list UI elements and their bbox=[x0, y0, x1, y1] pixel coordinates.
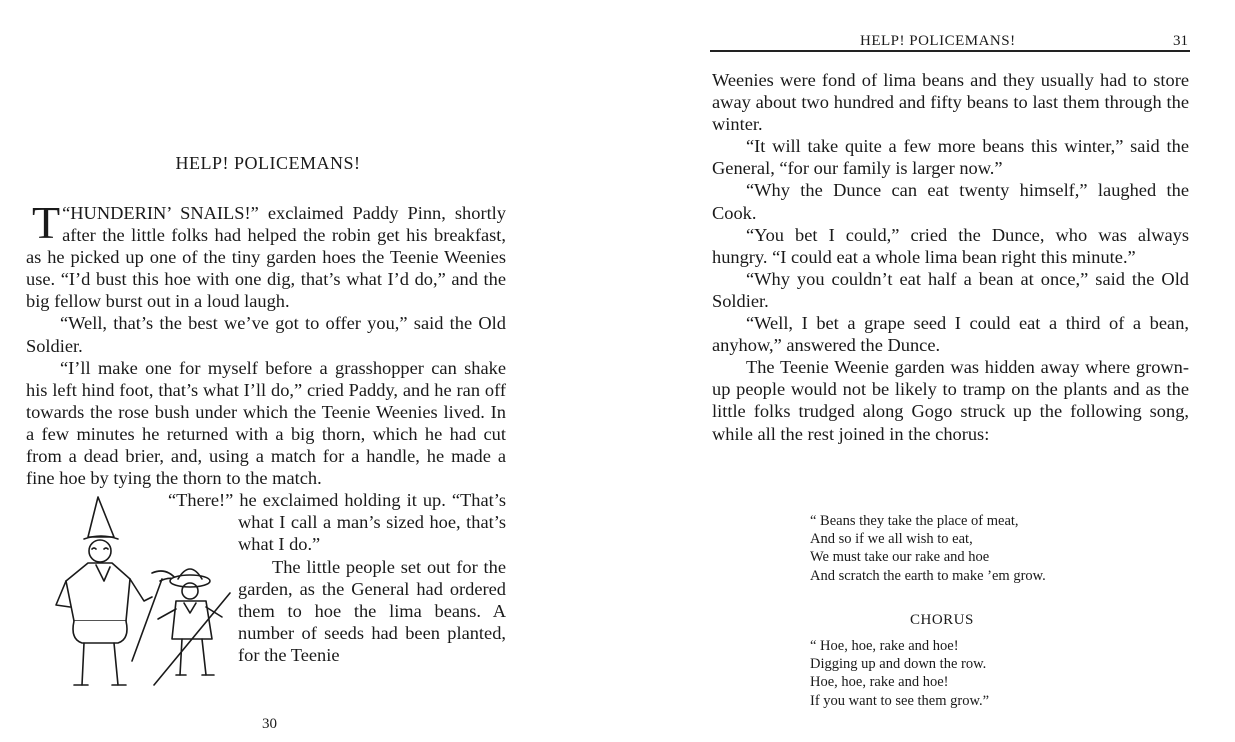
verse-line: And so if we all wish to eat, bbox=[810, 531, 973, 548]
chorus-heading: CHORUS bbox=[910, 612, 974, 628]
paragraph-7: “It will take quite a few more beans this winter,” said the General, “for our family is larger now.” bbox=[712, 136, 1189, 179]
paragraph-9: “You bet I could,” cried the Dunce, who was always hungry. “I could eat a whole lima bean right this minute.” bbox=[712, 224, 1189, 267]
paragraph-3: “I’ll make one for myself before a grasshopper can shake his left hind foot, that’s what I’ll do,” cried Paddy, and he ran off towards the rose bush under which the Teenie Weenies lived. In a few minutes he returned with a big thorn, which he had cut from a dead brier, and, using a match for a handle, he made a fine hoe by tying the thorn to the match. bbox=[26, 357, 506, 489]
paragraph-5: The little people set out for the garden, as the General had ordered them to hoe the lima beans. A number of seeds had been planted, for the Teenie bbox=[238, 556, 506, 665]
opening-quote: “ bbox=[62, 203, 71, 223]
right-body-text bbox=[712, 69, 1189, 445]
right-page bbox=[618, 0, 1235, 742]
verse-line: “ Beans they take the place of meat, bbox=[810, 513, 1019, 529]
paragraph-10: “Why you couldn’t eat half a bean at once,” said the Old Soldier. bbox=[712, 268, 1189, 311]
illustration-gnomes-with-hoes bbox=[26, 489, 238, 689]
song-chorus bbox=[810, 637, 989, 710]
drop-cap: T bbox=[32, 197, 61, 248]
paragraph-11: “Well, I bet a grape seed I could eat a third of a bean, anyhow,” answered the Dunce. bbox=[712, 313, 1189, 356]
paragraph-12: The Teenie Weenie garden was hidden away where grown-up people would not be likely to tramp on the plants and as the little folks trudged along Gogo struck up the following song, while all the rest joined in the chorus: bbox=[712, 357, 1189, 444]
verse-line: And scratch the earth to make ’em grow. bbox=[810, 567, 1046, 584]
chapter-title: HELP! POLICEMANS! bbox=[175, 153, 361, 173]
verse-line: We must take our rake and hoe bbox=[810, 549, 990, 566]
chorus-line: Digging up and down the row. bbox=[810, 656, 987, 673]
page-number-right: 31 bbox=[1173, 33, 1188, 49]
paragraph-8: “Why the Dunce can eat twenty himself,” laughed the Cook. bbox=[712, 180, 1189, 223]
chorus-line: If you want to see them grow.” bbox=[810, 692, 990, 709]
chorus-line: “ Hoe, hoe, rake and hoe! bbox=[810, 638, 959, 654]
page-number-left: 30 bbox=[262, 716, 277, 732]
running-head bbox=[710, 33, 1190, 52]
left-body-text bbox=[26, 197, 506, 689]
paragraph-6: Weenies were fond of lima beans and they usually had to store away about two hundred and fifty beans to last them through the winter. bbox=[712, 70, 1189, 135]
paragraph-4: “There!” he exclaimed holding it up. “That’s what I call a man’s sized hoe, that’s what I do.” bbox=[168, 490, 506, 555]
paragraph-1: “ T HUNDERIN’ SNAILS!” exclaimed Paddy Pinn, shortly after the little folks had helped the robin get his breakfast, as he picked up one of the tiny garden hoes the Teenie Weenies use. “I’d bust this hoe with one dig, that’s what I’d do,” and the big fellow burst out in a loud laugh. bbox=[26, 197, 506, 312]
gnomes-illustration-icon bbox=[26, 489, 238, 689]
chorus-line: Hoe, hoe, rake and hoe! bbox=[810, 674, 949, 691]
paragraph-2: “Well, that’s the best we’ve got to offer you,” said the Old Soldier. bbox=[26, 313, 506, 356]
running-head-title: HELP! POLICEMANS! bbox=[860, 33, 1016, 49]
song-verse bbox=[810, 512, 1046, 585]
